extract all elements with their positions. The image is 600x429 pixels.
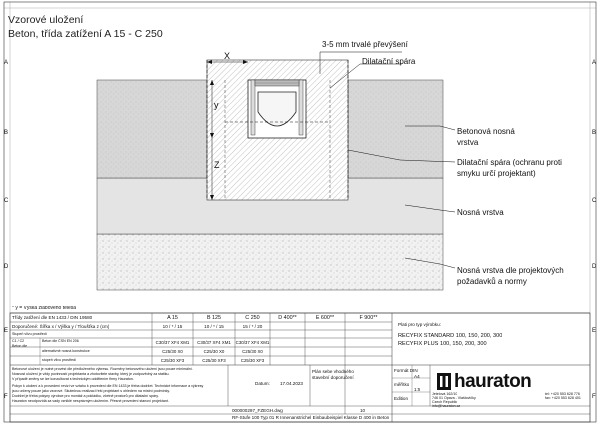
concrete-c250: C30/37 XF4 XM1 (235, 340, 270, 345)
drawing-ref: 000000297_FZEGH.dwg (232, 408, 283, 413)
dimension-y: y (214, 100, 219, 110)
drawing-label-2: stavební doporučení (312, 375, 354, 380)
req-label: Třídy zatížení dle EN 1433 / DIN 19580 (12, 315, 93, 320)
label-dilatation: Dilatační spára (362, 57, 416, 66)
hauraton-logo-text: hauraton (454, 371, 532, 392)
scale-label: měřítko (394, 382, 410, 387)
row-c3-label: stupeň vlivu prostředí (42, 358, 77, 362)
concrete-a15: C30/37 XF4 XM1 (155, 340, 190, 345)
side-a: C1 / C2 (12, 339, 25, 343)
sheet-letter-e: E (4, 328, 9, 334)
date-label: Datum: (255, 381, 270, 386)
note-line-3: V případě změny se lze konzultovat s technickým oddělením firmy Hauraton. (12, 377, 134, 381)
hauraton-logo-mark (437, 373, 451, 390)
label-dilatation-protect-2: smyku určí projektant) (457, 169, 536, 178)
sheet-number: 10 (360, 408, 366, 413)
row-concrete-sub: Stupeň vlivu prostředí (12, 332, 47, 336)
label-joint-top: 3-5 mm trvalé převýšení (322, 40, 408, 49)
sheet-letter-c-right: C (592, 198, 597, 204)
note-line-1: Betonové uložení je nutné provést dle předloženého výkresu. Rozměry betonového uložení jsou pouze minimální. (12, 367, 193, 371)
class-e600: E 600** (315, 315, 335, 321)
phone-line-1: tel: +420 553 628 776 (545, 392, 580, 396)
company-line-3: Czech Republic (432, 400, 458, 404)
company-line-1: Jetelová 162/10 (432, 392, 458, 396)
sheet-letter-d: D (4, 264, 9, 270)
sheet-letter-b: B (4, 130, 9, 136)
format-value: A4 (414, 374, 420, 379)
c2-c250: C25/30 X0 (242, 349, 263, 354)
sheet-letter-d-right: D (592, 264, 597, 270)
row-c2-label: alternativně nosná konstrukce (42, 349, 90, 353)
drawing-label: Plán sebe vhodného (312, 369, 354, 374)
dims-c250: 15 / * / 20 (242, 324, 263, 329)
bottom-caption: RF-Stufe 100 Typ 01 R Innenanstrichel Einbaubeispiel Klasse D 400 in Beton (232, 415, 390, 420)
title-line-1: Vzorové uložení (8, 14, 84, 26)
sheet-letter-a-right: A (592, 60, 597, 66)
class-b125: B 125 (206, 315, 222, 321)
c2-b125: C25/30 X0 (203, 349, 225, 354)
paving-left (97, 80, 207, 178)
company-line-4: info@hauraton.cz (432, 404, 461, 408)
title-line-2: Beton, třída zatížení A 15 - C 250 (8, 28, 163, 40)
class-d400: D 400** (278, 315, 297, 321)
row-concrete-label: Beton dle ČSN EN 206 (42, 339, 79, 343)
class-a15: A 15 (167, 315, 178, 321)
product-2: RECYFIX PLUS 100, 150, 200, 300 (398, 341, 487, 347)
dims-a15: 10 / * / 15 (162, 324, 183, 329)
label-dilatation-protect-1: Dilatační spára (ochranu proti (457, 158, 562, 167)
label-sub-base-1: Nosná vrstva dle projektových (457, 266, 564, 275)
format-label: Formát DIN (394, 368, 418, 373)
sheet-letter-b-right: B (592, 130, 597, 136)
sheet-letter-f-right: F (592, 394, 596, 400)
sheet-letter-e-right: E (592, 328, 597, 334)
c3-a15: C25/30 XF3 (160, 358, 185, 363)
dims-b125: 10 / * / 15 (204, 324, 224, 329)
label-sub-base-2: požadavků a normy (457, 277, 527, 286)
sheet-letter-c: C (4, 198, 9, 204)
phone-line-2: fax: +420 553 628 401 (545, 396, 581, 400)
note-line-4: Pokyn k uložení a k provedení revizi ve vztahu k provedení dle EN 1433 je třeba dodržet. Technické informace a výkresy (12, 384, 204, 388)
date-value: 17.04.2023 (280, 381, 303, 386)
sheet-letter-a: A (4, 60, 9, 66)
sheet-letter-f: F (4, 394, 8, 400)
concrete-b125: C30/37 XF4 XM1 (197, 340, 231, 345)
row-dims-label: Doporučené: Šířka x / Výška y / Tloušťka z (cm) (12, 324, 110, 329)
dimension-z: Z (214, 160, 220, 170)
c3-b125: C25/30 XF3 (202, 358, 226, 363)
edition-label: Edition (394, 396, 409, 401)
c2-a15: C25/30 X0 (162, 349, 183, 354)
note-line-7: Hauraton neodpovídá za vady vzniklé nesprávným uložením. Přesné provedení stanoví projektant. (12, 399, 169, 403)
class-f900: F 900** (359, 315, 378, 321)
note-line-6: Dodržet je třeba pokyny výrobce pro montáž a pokládku, včetně prostorů pro dilatační spáry. (12, 394, 159, 398)
label-concrete-layer-2: vrstva (457, 138, 479, 147)
paving-right (348, 80, 443, 178)
sub-base-layer (97, 234, 443, 290)
side-b: Beton dle (12, 344, 28, 348)
c3-c250: C25/30 XF3 (240, 358, 265, 363)
note-line-2: Nosnost uložení je vždy povinností projektanta a zhotovitele stavby, který je zodpovědný za statiku. (12, 372, 170, 376)
note-line-5: jsou určeny pouze jako vzorové. Skutečnou realizaci řeší projektant s ohledem na místní podmínky. (12, 389, 170, 393)
label-base-layer: Nosná vrstva (457, 208, 504, 217)
footnote: * y = Výška žlabového tělesa (12, 306, 77, 311)
product-1: RECYFIX STANDARD 100, 150, 200, 300 (398, 333, 503, 339)
products-label: Plati pro typ výrobku: (398, 322, 441, 327)
class-c250: C 250 (245, 315, 260, 321)
scale-value: 1:5 (414, 387, 421, 392)
company-line-2: 746 01 Opava - Vlaštovičky (432, 396, 476, 400)
dimension-x: X (224, 51, 231, 61)
label-concrete-layer-1: Betonová nosná (457, 127, 515, 136)
